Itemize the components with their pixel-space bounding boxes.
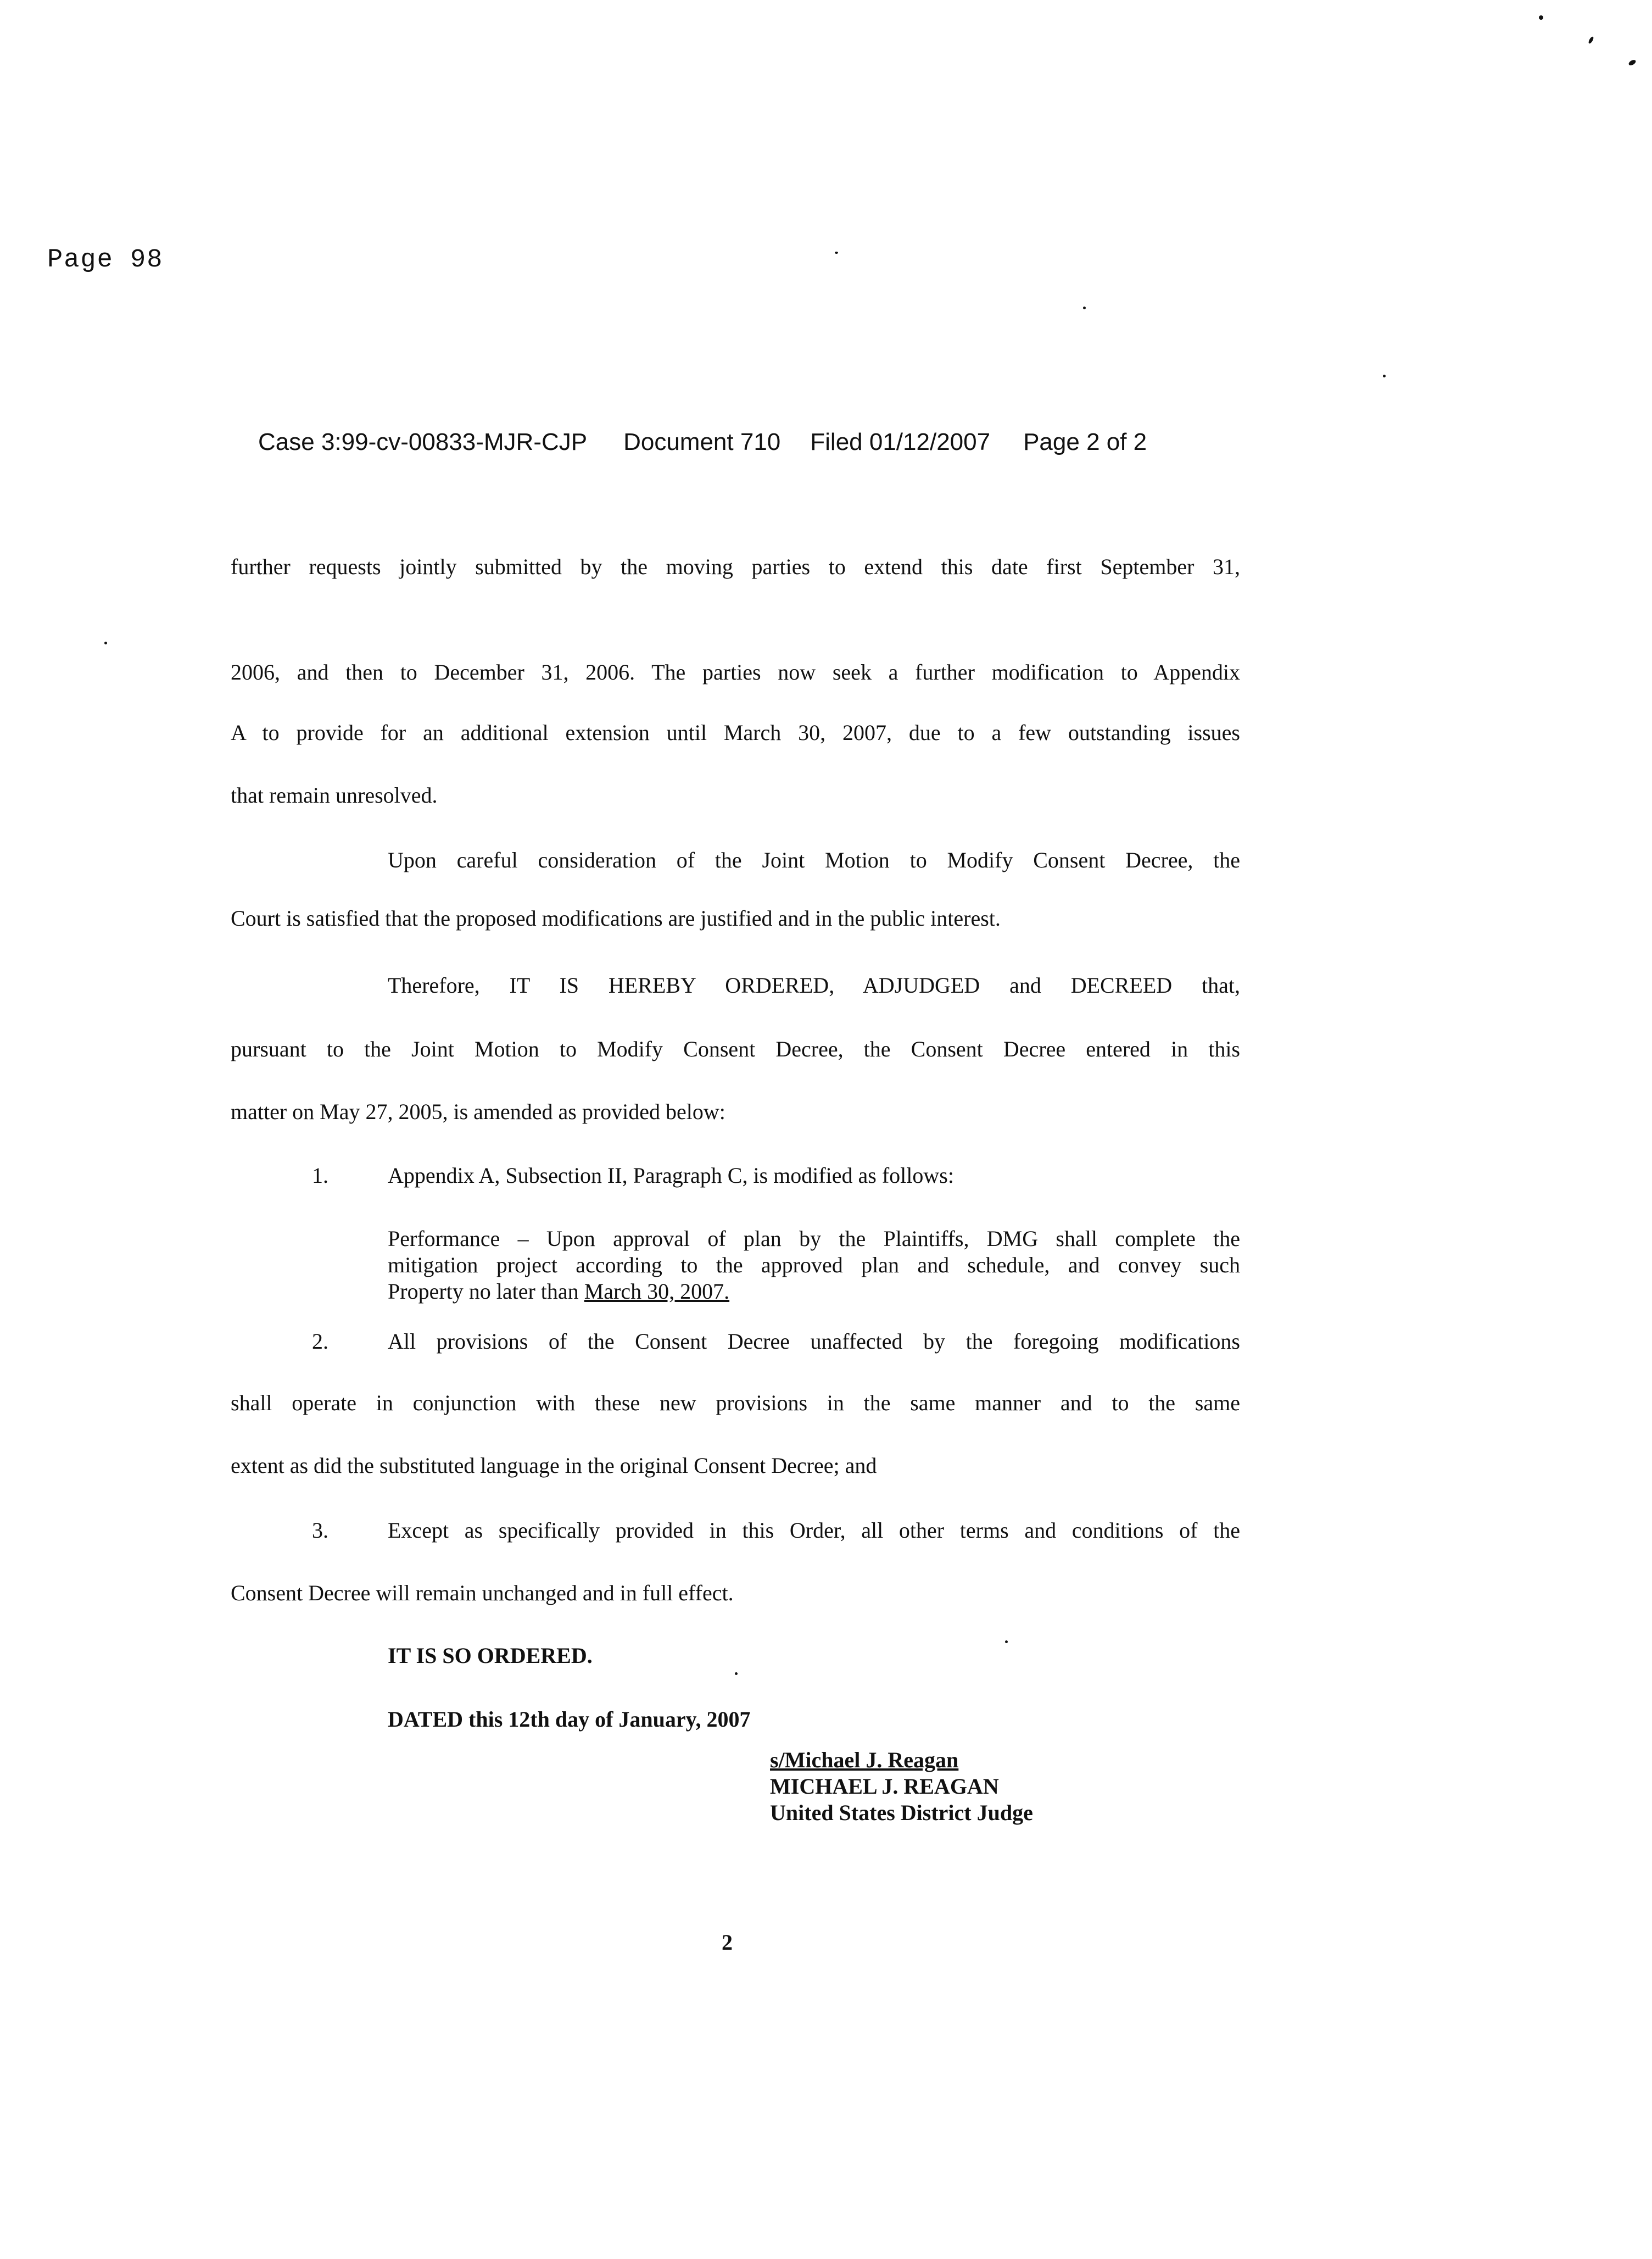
body-line: 2006, and then to December 31, 2006. The parties now seek a further modification to Appendix (231, 660, 1240, 685)
item-number: 2. (312, 1329, 328, 1354)
sub-paragraph-line: mitigation project according to the approved plan and schedule, and convey such (388, 1253, 1240, 1277)
scan-speck (735, 1672, 738, 1675)
item-text: All provisions of the Consent Decree unaffected by the foregoing modifications (388, 1329, 1240, 1354)
so-ordered: IT IS SO ORDERED. (388, 1643, 593, 1668)
body-line: Therefore, IT IS HEREBY ORDERED, ADJUDGED and DECREED that, (388, 973, 1240, 998)
body-line: further requests jointly submitted by the moving parties to extend this date first September 31, (231, 554, 1240, 579)
dated-line: DATED this 12th day of January, 2007 (388, 1707, 751, 1732)
body-line: extent as did the substituted language in the original Consent Decree; and (231, 1453, 877, 1478)
page-label: Page 98 (47, 246, 164, 275)
body-line: matter on May 27, 2005, is amended as provided below: (231, 1099, 725, 1124)
body-line: Court is satisfied that the proposed modifications are justified and in the public interest. (231, 906, 1001, 931)
page-number: 2 (722, 1930, 733, 1955)
scan-speck (1383, 375, 1386, 377)
case-header (258, 429, 1147, 456)
scan-speck (835, 252, 838, 254)
signature-block (770, 1747, 1033, 1826)
scan-speck (1588, 36, 1594, 44)
sub-paragraph-line: Performance – Upon approval of plan by the Plaintiffs, DMG shall complete the (388, 1226, 1240, 1251)
scan-speck (1005, 1640, 1008, 1643)
item-number: 1. (312, 1163, 328, 1188)
body-line: Upon careful consideration of the Joint Motion to Modify Consent Decree, the (388, 848, 1240, 872)
filed-date: Filed 01/12/2007 (810, 429, 991, 455)
sub-paragraph-prefix: Property no later than (388, 1279, 584, 1304)
page-of: Page 2 of 2 (1023, 429, 1147, 455)
body-line: Consent Decree will remain unchanged and in full effect. (231, 1581, 734, 1605)
item-text: Appendix A, Subsection II, Paragraph C, is modified as follows: (388, 1163, 954, 1188)
body-line: A to provide for an additional extension until March 30, 2007, due to a few outstanding issues (231, 720, 1240, 745)
judge-name: MICHAEL J. REAGAN (770, 1774, 999, 1799)
body-line: that remain unresolved. (231, 783, 438, 808)
item-number: 3. (312, 1518, 328, 1543)
scan-speck (1628, 59, 1637, 66)
item-text: Except as specifically provided in this Order, all other terms and conditions of the (388, 1518, 1240, 1543)
sub-paragraph-line (388, 1278, 1240, 1305)
scan-speck (1539, 15, 1543, 20)
signature-line: s/Michael J. Reagan (770, 1748, 959, 1772)
scan-speck (1083, 307, 1086, 309)
body-line: pursuant to the Joint Motion to Modify Consent Decree, the Consent Decree entered in this (231, 1037, 1240, 1061)
scan-speck (104, 642, 107, 644)
amended-date: March 30, 2007. (584, 1279, 730, 1304)
document-number: Document 710 (623, 429, 781, 455)
judge-title: United States District Judge (770, 1800, 1033, 1825)
body-line: shall operate in conjunction with these new provisions in the same manner and to the same (231, 1390, 1240, 1415)
case-number: Case 3:99-cv-00833-MJR-CJP (258, 429, 588, 455)
